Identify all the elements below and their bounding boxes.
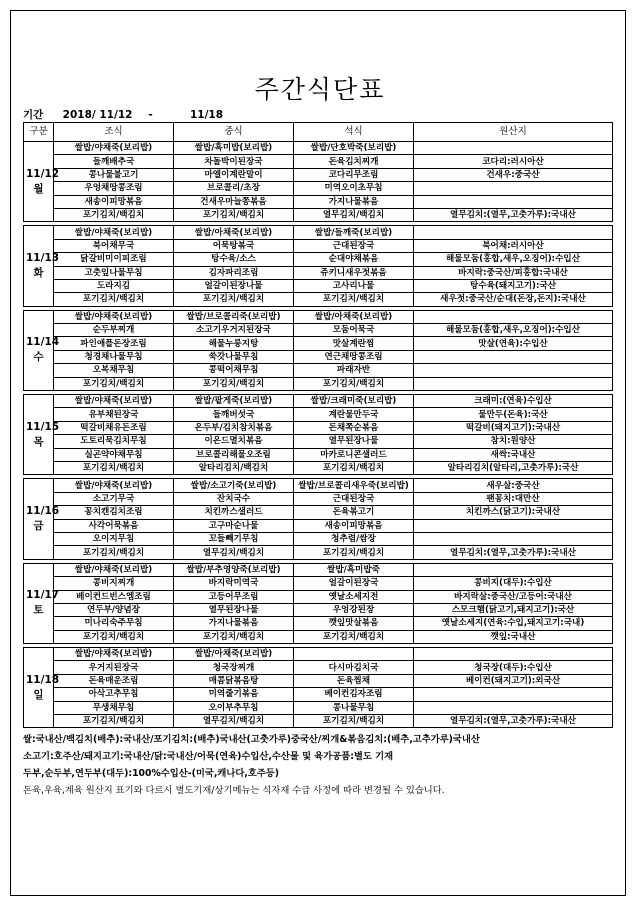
breakfast-cell: 꽁치캔김치조림 [54, 506, 174, 519]
lunch-cell: 탕수육/소스 [174, 253, 294, 266]
table-row [24, 337, 613, 350]
table-row [24, 648, 613, 661]
dinner-cell: 쌀밥/단호박죽(보리밥) [294, 142, 414, 155]
lunch-cell: 고구마순나물 [174, 519, 294, 532]
dinner-cell: 깻잎맛살볶음 [294, 617, 414, 630]
day-label: 11/15 목 [24, 395, 54, 475]
notes [23, 731, 623, 799]
day-label: 11/12 월 [24, 142, 54, 222]
lunch-cell: 이온드멸치볶음 [174, 435, 294, 448]
breakfast-cell: 쌀밥/야채죽(보리밥) [54, 142, 174, 155]
table-row [24, 448, 613, 461]
dinner-cell: 코다리무조림 [294, 168, 414, 181]
lunch-cell: 건새우마늘쫑볶음 [174, 195, 294, 208]
dinner-cell: 쌀밥/브로콜리새우죽(보리밥) [294, 479, 414, 492]
table-row [24, 208, 613, 221]
breakfast-cell: 닭갈비미이피조림 [54, 253, 174, 266]
table-row [24, 590, 613, 603]
menu-table [23, 122, 613, 728]
dinner-cell: 돈육볶고기 [294, 506, 414, 519]
dinner-cell: 쌀밥/들깨죽(보리밥) [294, 226, 414, 239]
breakfast-cell: 청경채나물무침 [54, 350, 174, 363]
origin-cell [414, 310, 613, 323]
dinner-cell: 포기김치/백김치 [294, 377, 414, 390]
day-label: 11/16 금 [24, 479, 54, 559]
dinner-cell: 근대된장국 [294, 492, 414, 505]
breakfast-cell: 북어채무국 [54, 239, 174, 252]
lunch-cell: 꼬들빼기무침 [174, 532, 294, 545]
lunch-cell: 소고기우거지된장국 [174, 324, 294, 337]
lunch-cell: 쌀밥/아채죽(보리밥) [174, 648, 294, 661]
breakfast-cell: 쌀밥/야채죽(보리밥) [54, 648, 174, 661]
origin-cell: 깻잎:국내산 [414, 630, 613, 643]
table-row [24, 226, 613, 239]
breakfast-cell: 쌀밥/야채죽(보리밥) [54, 310, 174, 323]
origin-cell: 북어채:러시아산 [414, 239, 613, 252]
origin-cell [414, 688, 613, 701]
table-row [24, 408, 613, 421]
table-row [24, 506, 613, 519]
table-row [24, 492, 613, 505]
breakfast-cell: 쌀밥/야채죽(보리밥) [54, 479, 174, 492]
breakfast-cell: 오복채무침 [54, 364, 174, 377]
breakfast-cell: 사각어묵볶음 [54, 519, 174, 532]
breakfast-cell: 무생채무침 [54, 701, 174, 714]
lunch-cell: 포기김치/백김치 [174, 208, 294, 221]
breakfast-cell: 포기김치/백김치 [54, 208, 174, 221]
dinner-cell: 쥬키니새우젓볶음 [294, 266, 414, 279]
dinner-cell: 계란물만두국 [294, 408, 414, 421]
origin-cell [414, 648, 613, 661]
table-row [24, 182, 613, 195]
lunch-cell: 열무된장나물 [174, 603, 294, 616]
origin-cell: 콩비지(대두):수입산 [414, 577, 613, 590]
breakfast-cell: 쌀밥/야채죽(보리밥) [54, 563, 174, 576]
dinner-cell: 콩나물무침 [294, 701, 414, 714]
dinner-cell: 연근채땅콩조림 [294, 350, 414, 363]
lunch-cell: 열무김치/백김치 [174, 546, 294, 559]
lunch-cell: 열무김치/백김치 [174, 715, 294, 728]
header-lunch: 중식 [174, 123, 294, 142]
lunch-cell: 쌀밥/흑미밥(보리밥) [174, 142, 294, 155]
origin-cell: 크래미:(연육)수입산 [414, 395, 613, 408]
origin-cell [414, 226, 613, 239]
dinner-cell: 마카로니콘샐러드 [294, 448, 414, 461]
lunch-cell: 포기김치/백김치 [174, 377, 294, 390]
note-line: 쌀:국내산/백김치(배추):국내산/포기김치:(배추)국내산(고춧가루)중국산/찌개&볶음김치:(배추,고추가루)국내산 [23, 734, 480, 745]
origin-cell: 열무김치:(열무,고춧가루):국내산 [414, 715, 613, 728]
origin-cell [414, 377, 613, 390]
lunch-cell: 어묵탕볶국 [174, 239, 294, 252]
page-title: 주간식단표 [254, 75, 386, 104]
table-row [24, 421, 613, 434]
table-row [24, 395, 613, 408]
breakfast-cell: 돈육매운조림 [54, 674, 174, 687]
table-row [24, 715, 613, 728]
table-row [24, 546, 613, 559]
breakfast-cell: 아삭고추무침 [54, 688, 174, 701]
origin-cell [414, 532, 613, 545]
origin-cell [414, 350, 613, 363]
day-label: 11/13 화 [24, 226, 54, 306]
period-separator: - [148, 109, 153, 121]
dinner-cell: 포기김치/백김치 [294, 630, 414, 643]
lunch-cell: 마엘이계란말이 [174, 168, 294, 181]
day-label: 11/18 일 [24, 648, 54, 728]
origin-cell: 참치:원양산 [414, 435, 613, 448]
breakfast-cell: 미나리숙주무침 [54, 617, 174, 630]
table-row [24, 563, 613, 576]
table-row [24, 603, 613, 616]
dinner-cell: 포기김치/백김치 [294, 715, 414, 728]
origin-cell: 떡갈비(돼지고기):국내산 [414, 421, 613, 434]
dinner-cell: 돈채쪽순볶음 [294, 421, 414, 434]
origin-cell [414, 701, 613, 714]
origin-cell [414, 195, 613, 208]
header-breakfast: 조식 [54, 123, 174, 142]
origin-cell: 탕수육(돼지고기):국산 [414, 279, 613, 292]
breakfast-cell: 소고기무국 [54, 492, 174, 505]
origin-cell [414, 563, 613, 576]
table-row [24, 195, 613, 208]
origin-cell [414, 364, 613, 377]
dinner-cell: 가지나물볶음 [294, 195, 414, 208]
lunch-cell: 브로콜리/초장 [174, 182, 294, 195]
breakfast-cell: 쌀밥/야채죽(보리밥) [54, 395, 174, 408]
lunch-cell: 차돌박이된장국 [174, 155, 294, 168]
dinner-cell: 새송이피망볶음 [294, 519, 414, 532]
breakfast-cell: 콩비지찌개 [54, 577, 174, 590]
dinner-cell: 쌀밥/아채죽(보리밥) [294, 310, 414, 323]
dinner-cell: 청추렴/쌈장 [294, 532, 414, 545]
breakfast-cell: 포기김치/백김치 [54, 461, 174, 474]
lunch-cell: 포기김치/백김치 [174, 630, 294, 643]
menu-body [24, 142, 613, 728]
breakfast-cell: 떡갈비채유돈조림 [54, 421, 174, 434]
breakfast-cell: 실곤약야채무침 [54, 448, 174, 461]
dinner-cell: 모둠어묵국 [294, 324, 414, 337]
lunch-cell: 쌀밥/소고기죽(보리밥) [174, 479, 294, 492]
origin-cell: 바지락살:중국산/고등어:국내산 [414, 590, 613, 603]
dinner-cell [294, 648, 414, 661]
dinner-cell: 맛살계란찜 [294, 337, 414, 350]
breakfast-cell: 포기김치/백김치 [54, 630, 174, 643]
breakfast-cell: 포기김치/백김치 [54, 293, 174, 306]
table-row [24, 674, 613, 687]
dinner-cell: 옛날소세지전 [294, 590, 414, 603]
breakfast-cell: 포기김치/백김치 [54, 715, 174, 728]
breakfast-cell: 포기김치/백김치 [54, 377, 174, 390]
breakfast-cell: 도라지김 [54, 279, 174, 292]
lunch-cell: 온두부/김치참치볶음 [174, 421, 294, 434]
breakfast-cell: 순두부찌개 [54, 324, 174, 337]
origin-cell: 새우젓:중국산/순대(돈장,돈지):국내산 [414, 293, 613, 306]
day-label: 11/14 수 [24, 310, 54, 390]
table-row [24, 293, 613, 306]
note-line: 두부,순두부,연두부(대두):100%수입산-(미국,캐나다,호주등) [23, 768, 280, 779]
dinner-cell: 미역오이초무침 [294, 182, 414, 195]
day-label: 11/17 토 [24, 563, 54, 643]
origin-cell: 새싹:국내산 [414, 448, 613, 461]
table-row [24, 577, 613, 590]
breakfast-cell: 우엉채땅콩조림 [54, 182, 174, 195]
table-row [24, 617, 613, 630]
table-row [24, 435, 613, 448]
origin-cell: 물만두(돈육):국산 [414, 408, 613, 421]
header-origin: 원산지 [414, 123, 613, 142]
dinner-cell: 포기김치/백김치 [294, 546, 414, 559]
note-line: 돈육,우육,계육 원산지 표기와 다르시 별도기재/상기메뉴는 식자재 수급 사정에 따라 변경될 수 있습니다. [23, 785, 445, 796]
origin-cell: 바지락:중국산/피홍합:국내산 [414, 266, 613, 279]
period-label: 기간 [23, 109, 44, 121]
lunch-cell: 해물누룽지탕 [174, 337, 294, 350]
breakfast-cell: 우거지된장국 [54, 661, 174, 674]
breakfast-cell: 새송이피망볶음 [54, 195, 174, 208]
table-row [24, 310, 613, 323]
breakfast-cell: 유부채된장국 [54, 408, 174, 421]
lunch-cell: 콩떡어채무침 [174, 364, 294, 377]
dinner-cell: 열무김치/백김치 [294, 208, 414, 221]
lunch-cell: 들깨버섯국 [174, 408, 294, 421]
origin-cell: 베이컨(돼지고기):외국산 [414, 674, 613, 687]
lunch-cell: 알타리김치/백김치 [174, 461, 294, 474]
dinner-cell: 얼갈이된장국 [294, 577, 414, 590]
origin-cell [414, 519, 613, 532]
period-line [23, 107, 223, 122]
table-row [24, 279, 613, 292]
table-row [24, 350, 613, 363]
breakfast-cell: 도토리묵김치무침 [54, 435, 174, 448]
lunch-cell: 김자파리조림 [174, 266, 294, 279]
breakfast-cell: 연두부/양념장 [54, 603, 174, 616]
dinner-cell: 고사리나물 [294, 279, 414, 292]
origin-cell: 해물모둠(홍합,새우,오징어):수입산 [414, 253, 613, 266]
dinner-cell: 우엉강된장 [294, 603, 414, 616]
lunch-cell: 쌀밥/팥게죽(보리밥) [174, 395, 294, 408]
lunch-cell: 얼갈이된장나물 [174, 279, 294, 292]
origin-cell [414, 142, 613, 155]
note-line: 소고기:호주산/돼지고기:국내산/닭:국내산/어묵(연육)수입산,수산물 및 육가공품:별도 기재 [23, 751, 394, 762]
breakfast-cell: 쌀밥/야채죽(보리밥) [54, 226, 174, 239]
table-row [24, 519, 613, 532]
table-row [24, 377, 613, 390]
lunch-cell: 바지락미역국 [174, 577, 294, 590]
dinner-cell: 파래자반 [294, 364, 414, 377]
breakfast-cell: 포기김치/백김치 [54, 546, 174, 559]
table-row [24, 155, 613, 168]
lunch-cell: 미역줄기볶음 [174, 688, 294, 701]
table-row [24, 168, 613, 181]
origin-cell: 열무김치:(열무,고춧가루):국내산 [414, 208, 613, 221]
origin-cell: 팬꽁치:대만산 [414, 492, 613, 505]
lunch-cell: 고등어무조림 [174, 590, 294, 603]
lunch-cell: 가지나물볶음 [174, 617, 294, 630]
breakfast-cell: 파인애플돈장조림 [54, 337, 174, 350]
table-row [24, 253, 613, 266]
origin-cell: 열무김치:(열무,고춧가루):국내산 [414, 546, 613, 559]
origin-cell: 해물모둠(홍합,새우,오징어):수입산 [414, 324, 613, 337]
header-dinner: 석식 [294, 123, 414, 142]
origin-cell [414, 182, 613, 195]
breakfast-cell: 들깨배추국 [54, 155, 174, 168]
dinner-cell: 포기김치/백김치 [294, 293, 414, 306]
lunch-cell: 브로콜리해물오조림 [174, 448, 294, 461]
header-category: 구분 [24, 123, 54, 142]
dinner-cell: 포기김치/백김치 [294, 461, 414, 474]
table-row [24, 630, 613, 643]
origin-cell: 치킨까스(닭고기):국내산 [414, 506, 613, 519]
lunch-cell: 치킨까스샐러드 [174, 506, 294, 519]
origin-cell: 스모크햄(닭고기,돼지고기):국산 [414, 603, 613, 616]
breakfast-cell: 베이컨드빈스엠조림 [54, 590, 174, 603]
table-row [24, 479, 613, 492]
origin-cell: 새우살:중국산 [414, 479, 613, 492]
origin-cell: 코다리:러시아산 [414, 155, 613, 168]
origin-cell: 맛살(연육):수입산 [414, 337, 613, 350]
lunch-cell: 쌀밥/아채죽(보리밥) [174, 226, 294, 239]
origin-cell: 옛날소세지(연육:수입,돼지고기:국내) [414, 617, 613, 630]
dinner-cell: 쌀밥/크래미죽(보리밥) [294, 395, 414, 408]
lunch-cell: 쌀밥/브로콜리죽(보리밥) [174, 310, 294, 323]
breakfast-cell: 콩나물불고기 [54, 168, 174, 181]
dinner-cell: 다시마김치국 [294, 661, 414, 674]
dinner-cell: 근대된장국 [294, 239, 414, 252]
table-row [24, 364, 613, 377]
breakfast-cell: 오이지무침 [54, 532, 174, 545]
table-row [24, 661, 613, 674]
lunch-cell: 쌀밥/부추영양죽(보리밥) [174, 563, 294, 576]
origin-cell: 건새우:중국산 [414, 168, 613, 181]
table-row [24, 266, 613, 279]
period-end: 11/18 [189, 109, 224, 121]
dinner-cell: 쌀밥/흑미밥죽 [294, 563, 414, 576]
lunch-cell: 포기김치/백김치 [174, 293, 294, 306]
lunch-cell: 매콤닭볶음탕 [174, 674, 294, 687]
dinner-cell: 베이컨김자조림 [294, 688, 414, 701]
table-row [24, 324, 613, 337]
lunch-cell: 오이부추무침 [174, 701, 294, 714]
dinner-cell: 순대야채볶음 [294, 253, 414, 266]
table-row [24, 532, 613, 545]
table-row [24, 688, 613, 701]
table-row [24, 461, 613, 474]
table-header-row [24, 123, 613, 142]
dinner-cell: 돈육김치찌개 [294, 155, 414, 168]
breakfast-cell: 고춧잎나물무침 [54, 266, 174, 279]
lunch-cell: 청국장찌개 [174, 661, 294, 674]
period-start: 2018/ 11/12 [62, 109, 133, 121]
lunch-cell: 잔치국수 [174, 492, 294, 505]
table-row [24, 142, 613, 155]
dinner-cell: 돈육찜채 [294, 674, 414, 687]
origin-cell: 청국장(대두):수입산 [414, 661, 613, 674]
dinner-cell: 열무된장나물 [294, 435, 414, 448]
table-row [24, 701, 613, 714]
origin-cell: 알타리김치(알타리,고춧가루):국산 [414, 461, 613, 474]
table-row [24, 239, 613, 252]
lunch-cell: 쑥갓나물무침 [174, 350, 294, 363]
